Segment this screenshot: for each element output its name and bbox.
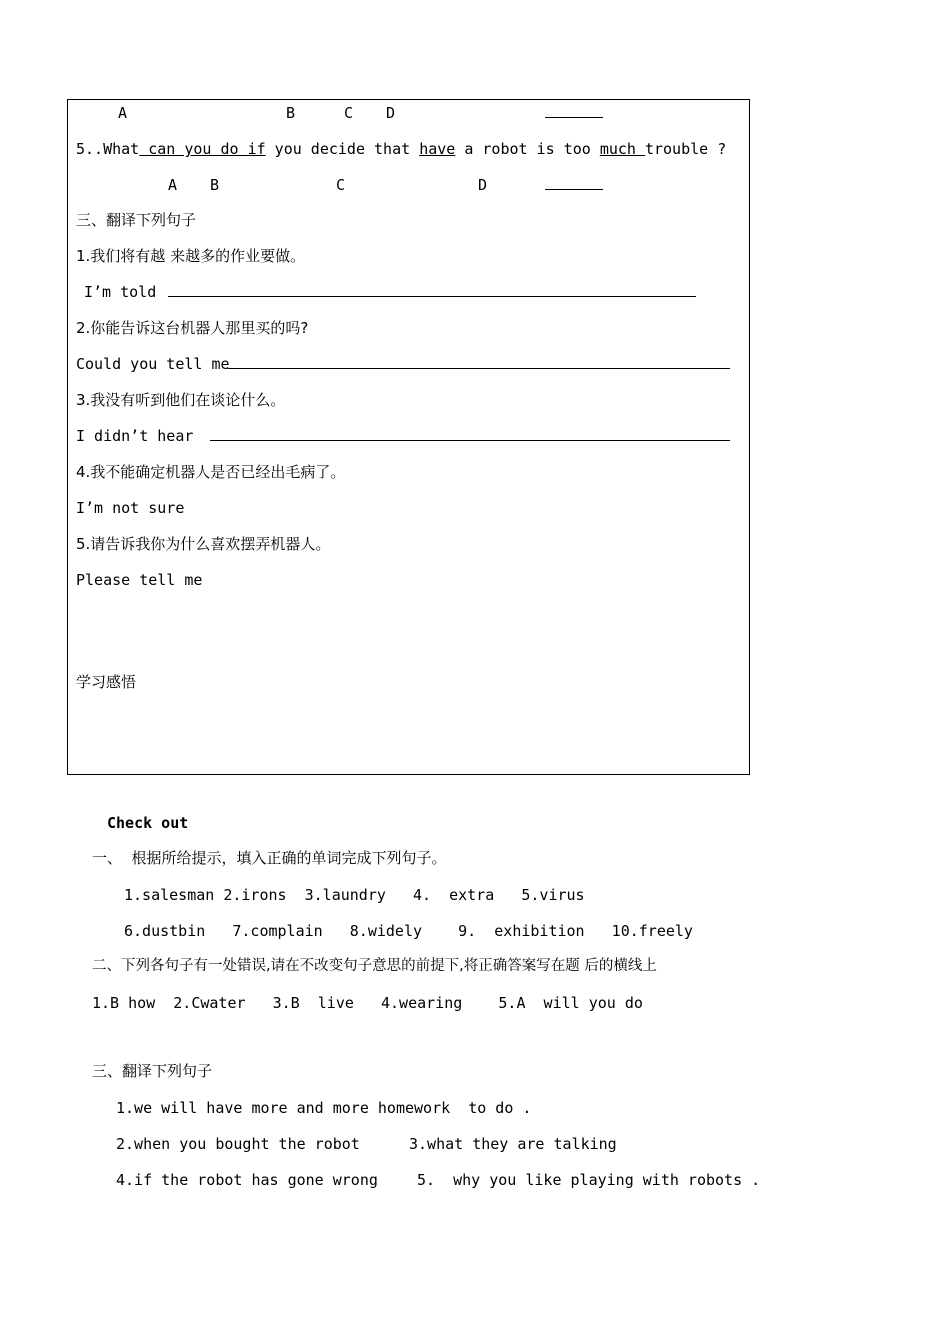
q5-underline-b: have	[419, 140, 456, 158]
question-5	[76, 139, 726, 159]
answer-line-3[interactable]	[210, 426, 730, 446]
translation-stem-4: I’m not sure	[76, 499, 185, 517]
answer-line-2[interactable]	[228, 354, 730, 374]
q5-underline-a: can you do if	[139, 140, 266, 158]
translation-prompt-3: 3.我没有听到他们在谈论什么。	[76, 391, 286, 409]
option-letter-b: B	[286, 104, 296, 122]
question-number: 5..	[76, 140, 104, 158]
checkout-section-3-row-2b: 3.what they are talking	[409, 1135, 617, 1153]
option-letter-a: A	[118, 104, 128, 122]
option-letter-b: B	[210, 176, 220, 194]
reflection-label: 学习感悟	[76, 673, 137, 691]
option-letter-c: C	[344, 104, 354, 122]
translation-prompt-1: 1.我们将有越 来越多的作业要做。	[76, 247, 306, 265]
option-letter-d: D	[478, 176, 488, 194]
checkout-section-1-row-2: 6.dustbin 7.complain 8.widely 9. exhibition 10.freely	[124, 922, 693, 940]
option-letter-c: C	[336, 176, 346, 194]
section-title: 三、翻译下列句子	[76, 211, 197, 229]
checkout-section-3-row-3a: 4.if the robot has gone wrong	[116, 1171, 378, 1189]
q5-text: you decide that	[265, 140, 420, 158]
translation-prompt-2: 2.你能告诉这台机器人那里买的吗?	[76, 319, 309, 337]
option-letter-d: D	[386, 104, 396, 122]
answer-blank[interactable]	[545, 103, 603, 123]
checkout-section-2-title: 二、下列各句子有一处错误,请在不改变句子意思的前提下,将正确答案写在题 后的横线上	[92, 958, 657, 974]
checkout-section-1-row-1: 1.salesman 2.irons 3.laundry 4. extra 5.virus	[124, 886, 585, 904]
translation-stem-1: I’m told	[84, 283, 157, 301]
translation-stem-3: I didn’t hear	[76, 427, 194, 445]
checkout-section-3-row-1: 1.we will have more and more homework to do .	[116, 1099, 532, 1117]
translation-prompt-5: 5.请告诉我你为什么喜欢摆弄机器人。	[76, 535, 331, 553]
checkout-section-3-row-3b: 5. why you like playing with robots .	[417, 1171, 761, 1189]
translation-prompt-4: 4.我不能确定机器人是否已经出毛病了。	[76, 463, 346, 481]
checkout-section-3-title: 三、翻译下列句子	[92, 1062, 213, 1080]
option-letter-a: A	[168, 176, 178, 194]
answer-blank[interactable]	[545, 175, 603, 195]
q5-underline-c: much	[599, 140, 645, 158]
q5-text: a robot is too	[455, 140, 600, 158]
checkout-title: Check out	[107, 814, 189, 832]
checkout-section-2-row: 1.B how 2.Cwater 3.B live 4.wearing 5.A will you do	[92, 994, 643, 1012]
q5-text: What	[103, 140, 140, 158]
checkout-section-1-title: 一、 根据所给提示，填入正确的单词完成下列句子。	[92, 849, 447, 867]
checkout-section-3-row-2a: 2.when you bought the robot	[116, 1135, 360, 1153]
answer-line-1[interactable]	[168, 282, 696, 302]
translation-stem-5: Please tell me	[76, 571, 203, 589]
translation-stem-2: Could you tell me	[76, 355, 230, 373]
q5-text: trouble ?	[644, 140, 727, 158]
